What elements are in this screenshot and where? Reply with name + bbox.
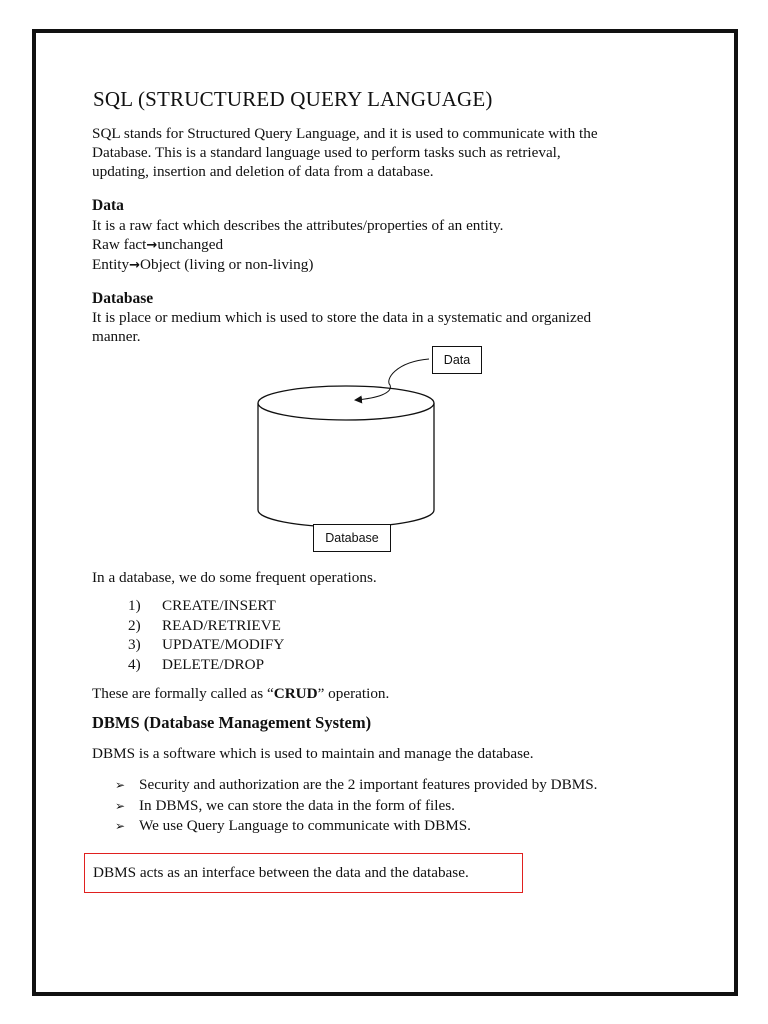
list-item-number: 1): [128, 597, 141, 614]
crud-summary-prefix: These are formally called as “: [92, 685, 274, 702]
list-item: [115, 796, 597, 817]
database-heading: Database: [92, 290, 154, 307]
crud-summary-bold: CRUD: [273, 685, 318, 702]
list-item: [128, 616, 284, 636]
list-item-text: UPDATE/MODIFY: [162, 636, 285, 653]
list-item-text: Security and authorization are the 2 important features provided by DBMS.: [139, 776, 598, 793]
right-arrow-icon: →: [129, 258, 141, 273]
database-cylinder-icon: [258, 386, 434, 527]
database-definition-line: manner.: [92, 328, 141, 345]
list-item-number: 4): [128, 655, 141, 673]
list-item-number: 2): [128, 616, 141, 634]
dbms-definition: DBMS is a software which is used to maintain and manage the database.: [92, 745, 534, 762]
list-item-text: In DBMS, we can store the data in the form of files.: [139, 796, 455, 814]
raw-fact-meaning: unchanged: [157, 236, 224, 253]
database-label-box: Database: [313, 524, 391, 552]
list-item-text: CREATE/INSERT: [162, 597, 276, 614]
callout-text: DBMS acts as an interface between the data and the database.: [93, 864, 469, 881]
operations-intro: In a database, we do some frequent operations.: [92, 569, 377, 586]
list-item-text: READ/RETRIEVE: [162, 616, 281, 634]
dbms-bullet-list: [115, 775, 597, 837]
arrow-bullet-icon: ➢: [115, 819, 126, 833]
data-label-box: Data: [432, 346, 482, 374]
entity-meaning: Object (living or non-living): [140, 256, 314, 273]
list-item-text: We use Query Language to communicate with DBMS.: [139, 817, 471, 834]
list-item-text: DELETE/DROP: [162, 655, 265, 673]
list-item: [128, 596, 284, 616]
dbms-heading: DBMS (Database Management System): [92, 713, 372, 732]
list-item: [115, 775, 597, 796]
raw-fact-term: Raw fact: [92, 236, 147, 253]
crud-summary: [92, 684, 389, 703]
list-item: [128, 655, 284, 675]
list-item: [128, 635, 284, 655]
right-arrow-icon: →: [146, 238, 158, 253]
crud-operations-list: [128, 596, 284, 674]
callout-box: [84, 853, 523, 893]
arrow-bullet-icon: ➢: [115, 798, 126, 813]
page-title: SQL (STRUCTURED QUERY LANGUAGE): [93, 87, 493, 111]
arrow-bullet-icon: ➢: [115, 778, 126, 792]
database-definition-line: It is place or medium which is used to store the data in a systematic and organized: [92, 309, 592, 326]
list-item-number: 3): [128, 636, 141, 653]
data-definition: It is a raw fact which describes the attributes/properties of an entity.: [92, 217, 504, 234]
data-heading: Data: [92, 197, 124, 214]
intro-line: SQL stands for Structured Query Language, and it is used to communicate with the: [92, 125, 598, 142]
intro-line: updating, insertion and deletion of data from a database.: [92, 163, 434, 180]
list-item: [115, 816, 597, 837]
crud-summary-suffix: ” operation.: [317, 685, 390, 702]
entity-term: Entity: [92, 256, 130, 273]
intro-line: Database. This is a standard language used to perform tasks such as retrieval,: [92, 144, 561, 161]
